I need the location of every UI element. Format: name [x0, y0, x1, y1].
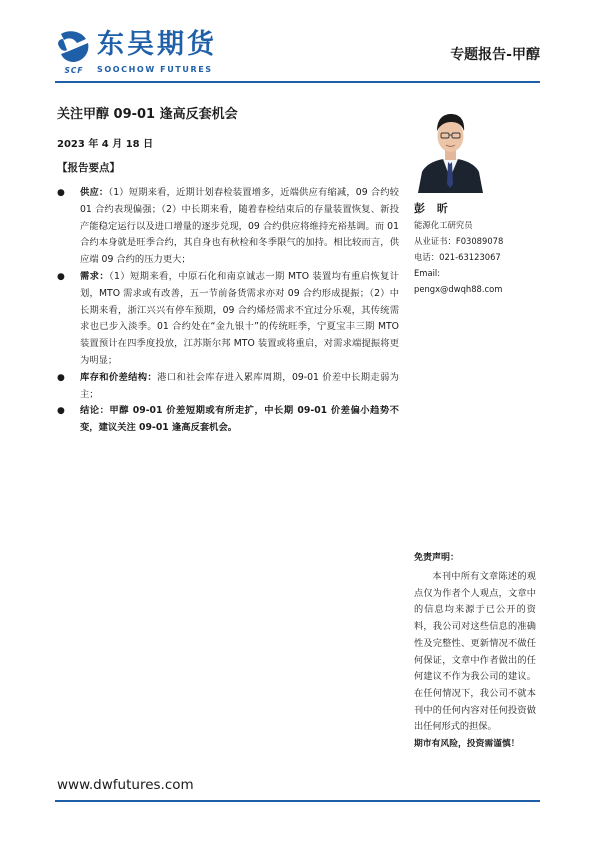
point-text: （1）短期来看，近期计划春检装置增多，近端供应有缩减，09 合约较 01 合约表现偏强；（2）中长期来看，随着春检结束后的存量装置恢复、新投产能稳定运行以及进口增量的逐步兑现，09 合约供应将维持充裕基调。而 01 合约本身就是旺季合约，其自身也有秋检和冬季限气的加持。相比较而言，供应端 09 合约的压力更大；: [80, 187, 399, 266]
bullet-icon: ●: [57, 188, 65, 198]
point-label: 结论：: [80, 405, 110, 417]
key-points-list: [57, 185, 399, 437]
bullet-icon: ●: [57, 271, 65, 282]
report-date: 2023 年 4 月 18 日: [57, 139, 154, 150]
bullet-icon: ●: [57, 372, 65, 383]
key-point-inventory: [57, 370, 399, 404]
disclaimer-body: 本刊中所有文章陈述的观点仅为作者个人观点，文章中的信息均来源于已公开的资料，我公司对这些信息的准确性及完整性、更新情况不做任何保证，文章中作者做出的任何建议不作为我公司的建议。在任何情况下，我公司不就本刊中的任何内容对任何投资做出任何形式的担保。: [414, 571, 536, 733]
author-title: 能源化工研究员: [414, 220, 473, 230]
key-point-supply: [57, 185, 399, 269]
author-email: pengx@dwqh88.com: [414, 284, 503, 294]
risk-warning: 期市有风险，投资需谨慎！: [414, 739, 520, 750]
author-phone: 电话：021-63123067: [414, 252, 501, 262]
point-label: 需求：: [80, 270, 110, 282]
author-email-label: Email:: [414, 268, 441, 278]
point-text: 甲醇 09-01 价差短期或有所走扩，中长期 09-01 价差偏小趋势不变，建议关注 09-01 逢高反套机会。: [80, 405, 399, 434]
author-portrait-icon: [414, 98, 487, 193]
company-name-en: SOOCHOW FUTURES: [97, 65, 213, 74]
report-type: 专题报告-甲醇: [450, 47, 540, 63]
point-text: 港口和社会库存进入累库周期，09-01 价差中长期走弱为主；: [80, 371, 399, 400]
author-info: [414, 217, 503, 297]
report-title: 关注甲醇 09-01 逢高反套机会: [57, 107, 238, 122]
key-point-demand: [57, 269, 399, 370]
disclaimer: [414, 551, 536, 752]
report-header: [55, 28, 540, 78]
footer-website: www.dwfutures.com: [57, 777, 194, 793]
point-label: 库存和价差结构：: [80, 371, 158, 383]
bullet-icon: ●: [57, 406, 65, 417]
disclaimer-title: 免责声明：: [414, 553, 460, 563]
point-text: （1）短期来看，中原石化和南京诚志一期 MTO 装置均有重启恢复计划，MTO 需求或有改善，五一节前备货需求亦对 09 合约形成提振；（2）中长期来看，浙江兴兴有停车预期，09 合约烯烃需求不宜过分乐观，其传统需求也已步入淡季。01 合约处在“金九银十”的传统旺季，宁夏宝丰三期 MTO 装置预计在四季度投放，江苏斯尔邦 MTO 装置或将重启，对需求端提振将更为明显；: [80, 270, 399, 366]
footer-divider: [55, 800, 540, 802]
company-name-cn: 东吴期货: [97, 29, 217, 60]
author-photo: [414, 98, 487, 193]
section-heading: 【报告要点】: [57, 162, 120, 174]
point-label: 供应：: [80, 187, 109, 198]
soochow-logo-icon: [55, 30, 91, 64]
author-name: 彭 昕: [414, 202, 452, 215]
key-point-conclusion: [57, 403, 399, 437]
header-divider: [55, 81, 540, 83]
author-license: 从业证书：F03089078: [414, 236, 504, 246]
logo-abbreviation: SCF: [64, 66, 84, 75]
